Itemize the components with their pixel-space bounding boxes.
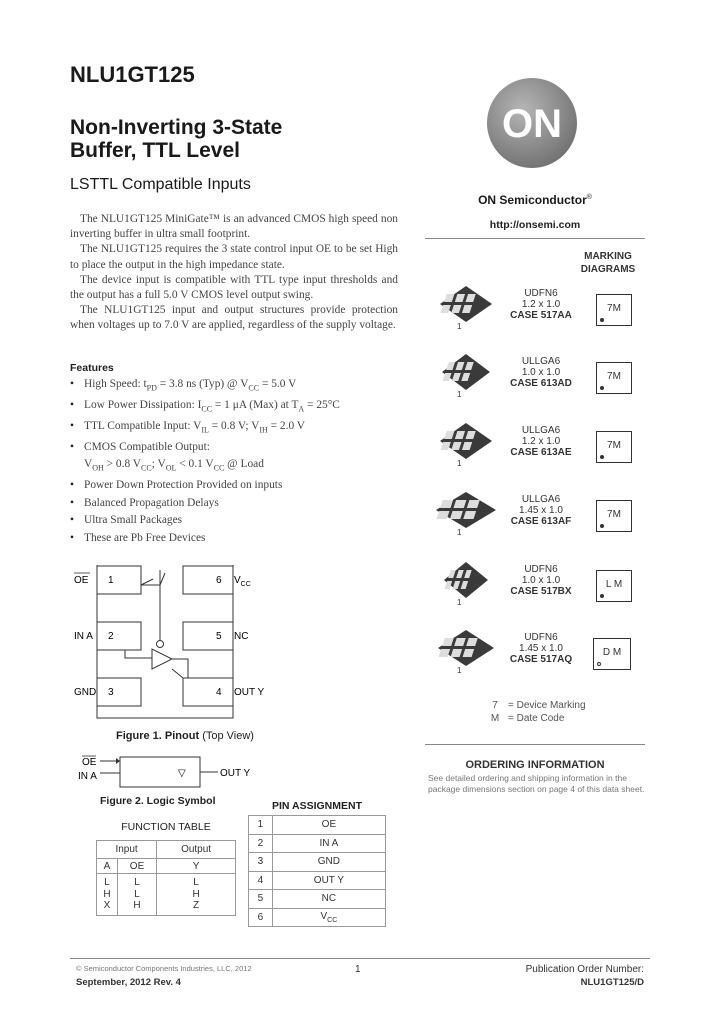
- marking-box: [596, 570, 632, 602]
- package-outline: [97, 565, 233, 718]
- marking-box: [596, 500, 632, 532]
- pin-cell: 6: [249, 908, 273, 927]
- package-info: [496, 632, 586, 665]
- function-table-heading: FUNCTION TABLE: [121, 821, 211, 833]
- package-size: 1.2 x 1.0: [521, 436, 561, 447]
- logic-box: [120, 757, 200, 787]
- marking-text: 7M: [607, 371, 621, 382]
- pin-name-cell: GND: [272, 853, 385, 872]
- package-info: [496, 356, 586, 389]
- function-table-group-input: Input: [97, 841, 157, 859]
- function-table-cell: L H X: [97, 874, 118, 916]
- pin-1-dot-icon: [600, 524, 604, 528]
- package-type: UDFN6: [524, 288, 558, 299]
- pin-1-indicator: 1: [457, 666, 462, 675]
- pin-cell: 2: [249, 834, 273, 853]
- table-row: [249, 853, 386, 872]
- pin-cell: 1: [249, 816, 273, 835]
- title-line-1: Non-Inverting 3-State: [70, 116, 283, 139]
- marking-text: L M: [605, 579, 623, 590]
- on-semiconductor-logo[interactable]: [486, 77, 578, 169]
- pin-label-out-y: OUT Y: [234, 687, 265, 698]
- package-info: [496, 494, 586, 527]
- function-table: [96, 840, 236, 916]
- function-table-col: OE: [117, 859, 156, 874]
- pin-box-1: [97, 566, 141, 594]
- feature-item: • TTL Compatible Input: $V_{IL} = 0.8$ V; $V_{IH} = 2.0$ V: [70, 418, 400, 439]
- pin-name-cell: IN A: [272, 834, 385, 853]
- pin-1-dot-icon: [600, 594, 604, 598]
- package-type: ULLGA6: [521, 494, 561, 505]
- table-row: [249, 890, 386, 909]
- function-table-group-output: Output: [157, 841, 236, 859]
- pin-label-oe: OE: [74, 575, 89, 586]
- marking-text: D M: [602, 647, 622, 658]
- package-info: [496, 564, 586, 597]
- pin-label-gnd: GND: [74, 687, 97, 698]
- table-row: [249, 908, 386, 927]
- package-chip-icon: [436, 628, 496, 672]
- package-chip-icon: [438, 421, 494, 465]
- pin-1-indicator: 1: [457, 459, 462, 468]
- pin-label-vcc: $V_{CC}$: [234, 575, 251, 588]
- copyright: © Semiconductor Components Industries, LLC, 2012: [76, 964, 252, 973]
- marking-text: 7M: [607, 440, 621, 451]
- feature-item: • CMOS Compatible Output:: [70, 439, 400, 457]
- legend-item: M = Date Code: [490, 713, 565, 724]
- package-chip-icon: [434, 490, 498, 534]
- package-info: [496, 288, 586, 321]
- pin-name-cell: $V_{CC}$: [272, 908, 385, 927]
- logo-text: ON: [502, 102, 562, 146]
- pinout-diagram: [70, 565, 270, 725]
- package-size: 1.0 x 1.0: [521, 575, 561, 586]
- package-type: ULLGA6: [521, 425, 561, 436]
- marking-text: 7M: [607, 303, 621, 314]
- pin-box-3: [97, 678, 141, 706]
- pin-cell: 4: [249, 871, 273, 890]
- pin-label-in-a: IN A: [74, 631, 93, 642]
- pin-cell: 3: [249, 853, 273, 872]
- pin-1-indicator: 1: [457, 598, 462, 607]
- pin-1-dot-icon: [597, 662, 601, 666]
- figure-2-caption: Figure 2. Logic Symbol: [100, 795, 216, 807]
- pin-1-dot-icon: [600, 318, 604, 322]
- package-size: 1.45 x 1.0: [519, 505, 563, 516]
- table-row: [249, 834, 386, 853]
- logic-oe-label: OE: [82, 757, 97, 768]
- marking-diagrams-heading: MARKING DIAGRAMS: [580, 251, 636, 275]
- package-type: UDFN6: [524, 632, 558, 643]
- pin-label-nc: NC: [234, 631, 249, 642]
- buffer-triangle: [152, 649, 172, 669]
- features-heading: Features: [70, 362, 114, 374]
- pin-1-indicator: 1: [457, 322, 462, 331]
- title-line-2: Buffer, TTL Level: [70, 139, 240, 163]
- pin-name-cell: NC: [272, 890, 385, 909]
- marking-box: [596, 362, 632, 394]
- pin-number-5: 5: [216, 631, 222, 642]
- pin-1-indicator: 1: [457, 528, 462, 537]
- package-type: UDFN6: [524, 564, 558, 575]
- function-table-col: A: [97, 859, 118, 874]
- pin-number-4: 4: [216, 687, 222, 698]
- pin-box-4: [183, 678, 233, 706]
- divider: [425, 238, 645, 239]
- package-chip-icon: [438, 284, 494, 328]
- package-info: [496, 425, 586, 458]
- pin-name-cell: OE: [272, 816, 385, 835]
- feature-item: • Balanced Propagation Delays: [70, 495, 400, 513]
- package-case: CASE 517AA: [510, 310, 572, 321]
- pin-number-3: 3: [108, 687, 114, 698]
- features-list: [70, 376, 400, 547]
- feature-item: • High Speed: $t_{PD} = 3.8$ ns (Typ) @ $V_{CC} = 5.0$ V: [70, 376, 400, 397]
- pin-number-6: 6: [216, 575, 222, 586]
- feature-item: • Ultra Small Packages: [70, 512, 400, 530]
- intro-paragraph: The device input is compatible with TTL type input thresholds and the output has a full 5.0 V CMOS level output swing.: [70, 273, 398, 302]
- package-case: CASE 517BX: [510, 586, 572, 597]
- intro-paragraph: The NLU1GT125 input and output structures provide protection when voltages up to 7.0 V are applied, regardless of the supply voltage.: [70, 304, 398, 332]
- pin-assignment-table: [248, 815, 386, 927]
- function-table-col: Y: [157, 859, 236, 874]
- pin-box-2: [97, 622, 141, 650]
- intro-paragraph: The NLU1GT125 requires the 3 state control input OE to be set High to place the output in the high impedance state.: [70, 243, 398, 271]
- pin-number-2: 2: [108, 631, 114, 642]
- page-number: 1: [355, 964, 361, 975]
- function-table-cell: L L H: [117, 874, 156, 916]
- pin-1-dot-icon: [600, 386, 604, 390]
- function-table-cell: L H Z: [157, 874, 236, 916]
- legend-item: 7 = Device Marking: [492, 700, 586, 711]
- part-number: NLU1GT125: [70, 62, 195, 87]
- marking-box: [596, 294, 632, 326]
- table-row: [249, 871, 386, 890]
- table-row: [249, 816, 386, 835]
- marking-box: [596, 431, 632, 463]
- intro-paragraph: The NLU1GT125 MiniGate™ is an advanced CMOS high speed non inverting buffer in ultra small footprint.: [70, 213, 398, 241]
- pin-number-1: 1: [108, 575, 114, 586]
- page-title: [70, 116, 282, 162]
- logic-in-label: IN A: [78, 771, 97, 782]
- marking-box: [593, 638, 631, 670]
- brand-name: ON Semiconductor®: [478, 193, 592, 207]
- ordering-text: See detailed ordering and shipping information in the package dimensions section on page 4 of this data sheet.: [428, 773, 645, 794]
- pin-name-cell: OUT Y: [272, 871, 385, 890]
- pin-1-dot-icon: [600, 455, 604, 459]
- feature-item: • These are Pb Free Devices: [70, 530, 400, 548]
- logic-out-label: OUT Y: [220, 768, 251, 779]
- marking-legend: [482, 699, 586, 725]
- revision-date: September, 2012 Rev. 4: [76, 977, 181, 988]
- pin-1-indicator: 1: [457, 390, 462, 399]
- divider: [425, 744, 645, 745]
- package-size: 1.0 x 1.0: [521, 367, 561, 378]
- marking-text: 7M: [607, 509, 621, 520]
- feature-item: • Low Power Dissipation: $I_{CC} = 1$ μA (Max) at $T_A = 25^\circ C$: [70, 397, 400, 418]
- pin-assignment-heading: PIN ASSIGNMENT: [271, 800, 363, 812]
- feature-item: • Power Down Protection Provided on inputs: [70, 477, 400, 495]
- figure-1-caption: Figure 1. Pinout (Top View): [116, 730, 254, 742]
- logic-symbol: [70, 755, 290, 795]
- package-type: ULLGA6: [521, 356, 561, 367]
- publication-number: NLU1GT125/D: [580, 977, 644, 988]
- package-case: CASE 517AQ: [509, 654, 573, 665]
- package-case: CASE 613AD: [510, 378, 572, 389]
- package-chip-icon: [440, 352, 492, 396]
- buffer-symbol-icon: ▽: [178, 768, 186, 779]
- package-case: CASE 613AE: [510, 447, 572, 458]
- subtitle: LSTTL Compatible Inputs: [70, 176, 251, 193]
- package-case: CASE 613AF: [510, 516, 572, 527]
- package-size: 1.2 x 1.0: [521, 299, 561, 310]
- pin-box-6: [183, 566, 233, 594]
- pin-box-5: [183, 622, 233, 650]
- publication-label: Publication Order Number:: [525, 964, 644, 975]
- intro-text: [70, 212, 398, 334]
- package-size: 1.45 x 1.0: [519, 643, 563, 654]
- package-chip-icon: [442, 560, 490, 604]
- footer-divider: [70, 958, 650, 959]
- ordering-heading: ORDERING INFORMATION: [465, 759, 605, 771]
- website-link[interactable]: http://onsemi.com: [489, 219, 581, 231]
- feature-item-continuation: $V_{OH} > 0.8$ $V_{CC}$; $V_{OL} < 0.1$ $V_{CC}$ @ Load: [84, 458, 264, 473]
- pin-cell: 5: [249, 890, 273, 909]
